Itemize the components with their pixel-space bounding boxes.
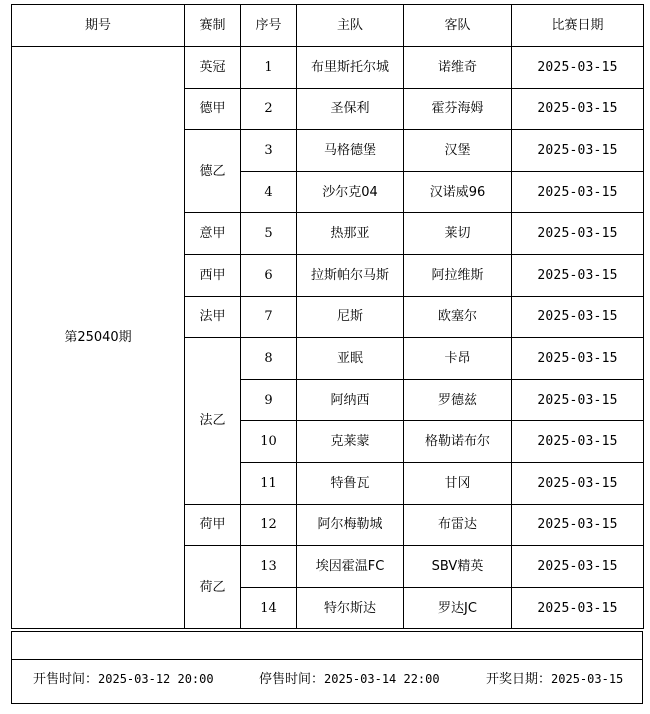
open-time-label: 开售时间： [33,672,99,687]
seq-cell: 9 [241,379,297,421]
seq-cell: 5 [241,213,297,255]
league-cell: 意甲 [185,213,241,255]
away-team-cell: 阿拉维斯 [404,254,512,296]
league-cell: 荷乙 [185,546,241,629]
home-team-cell: 布里斯托尔城 [297,47,404,89]
header-league: 赛制 [185,5,241,47]
match-date-cell: 2025-03-15 [512,379,644,421]
close-time [259,668,440,687]
league-cell: 德甲 [185,88,241,130]
home-team-cell: 阿纳西 [297,379,404,421]
match-date-cell: 2025-03-15 [512,171,644,213]
seq-cell: 7 [241,296,297,338]
away-team-cell: 布雷达 [404,504,512,546]
header-date: 比赛日期 [512,5,644,47]
seq-cell: 2 [241,88,297,130]
home-team-cell: 马格德堡 [297,130,404,172]
league-cell: 德乙 [185,130,241,213]
home-team-cell: 埃因霍温FC [297,546,404,588]
seq-cell: 4 [241,171,297,213]
match-date-cell: 2025-03-15 [512,504,644,546]
league-cell: 英冠 [185,47,241,89]
table-row [12,47,644,89]
open-time-value: 2025-03-12 20:00 [98,672,214,686]
match-date-cell: 2025-03-15 [512,213,644,255]
header-seq: 序号 [241,5,297,47]
close-time-value: 2025-03-14 22:00 [324,672,440,686]
away-team-cell: SBV精英 [404,546,512,588]
schedule-body [12,47,644,629]
home-team-cell: 特尔斯达 [297,587,404,629]
league-cell: 法乙 [185,338,241,504]
away-team-cell: 卡昂 [404,338,512,380]
seq-cell: 6 [241,254,297,296]
home-team-cell: 拉斯帕尔马斯 [297,254,404,296]
header-issue: 期号 [12,5,185,47]
home-team-cell: 阿尔梅勒城 [297,504,404,546]
away-team-cell: 甘冈 [404,462,512,504]
match-date-cell: 2025-03-15 [512,254,644,296]
match-date-cell: 2025-03-15 [512,296,644,338]
away-team-cell: 霍芬海姆 [404,88,512,130]
away-team-cell: 诺维奇 [404,47,512,89]
draw-date [486,668,623,687]
home-team-cell: 热那亚 [297,213,404,255]
seq-cell: 1 [241,47,297,89]
away-team-cell: 欧塞尔 [404,296,512,338]
seq-cell: 12 [241,504,297,546]
seq-cell: 10 [241,421,297,463]
away-team-cell: 汉堡 [404,130,512,172]
home-team-cell: 圣保利 [297,88,404,130]
header-away: 客队 [404,5,512,47]
league-cell: 荷甲 [185,504,241,546]
blank-row [11,631,643,660]
seq-cell: 8 [241,338,297,380]
away-team-cell: 格勒诺布尔 [404,421,512,463]
header-row [12,5,644,47]
match-date-cell: 2025-03-15 [512,421,644,463]
seq-cell: 13 [241,546,297,588]
away-team-cell: 罗德兹 [404,379,512,421]
league-cell: 法甲 [185,296,241,338]
match-date-cell: 2025-03-15 [512,587,644,629]
seq-cell: 3 [241,130,297,172]
league-cell: 西甲 [185,254,241,296]
away-team-cell: 汉诺威96 [404,171,512,213]
match-date-cell: 2025-03-15 [512,47,644,89]
home-team-cell: 亚眠 [297,338,404,380]
match-date-cell: 2025-03-15 [512,462,644,504]
seq-cell: 14 [241,587,297,629]
issue-cell: 第25040期 [12,47,185,629]
schedule-table [11,4,644,629]
seq-cell: 11 [241,462,297,504]
home-team-cell: 特鲁瓦 [297,462,404,504]
open-time [33,668,214,687]
away-team-cell: 莱切 [404,213,512,255]
away-team-cell: 罗达JC [404,587,512,629]
header-home: 主队 [297,5,404,47]
match-date-cell: 2025-03-15 [512,546,644,588]
match-date-cell: 2025-03-15 [512,88,644,130]
match-date-cell: 2025-03-15 [512,130,644,172]
close-time-label: 停售时间： [259,672,325,687]
home-team-cell: 沙尔克04 [297,171,404,213]
sale-info-footer [11,660,643,704]
draw-date-value: 2025-03-15 [551,672,624,686]
draw-date-label: 开奖日期： [486,672,552,687]
home-team-cell: 克莱蒙 [297,421,404,463]
match-date-cell: 2025-03-15 [512,338,644,380]
home-team-cell: 尼斯 [297,296,404,338]
